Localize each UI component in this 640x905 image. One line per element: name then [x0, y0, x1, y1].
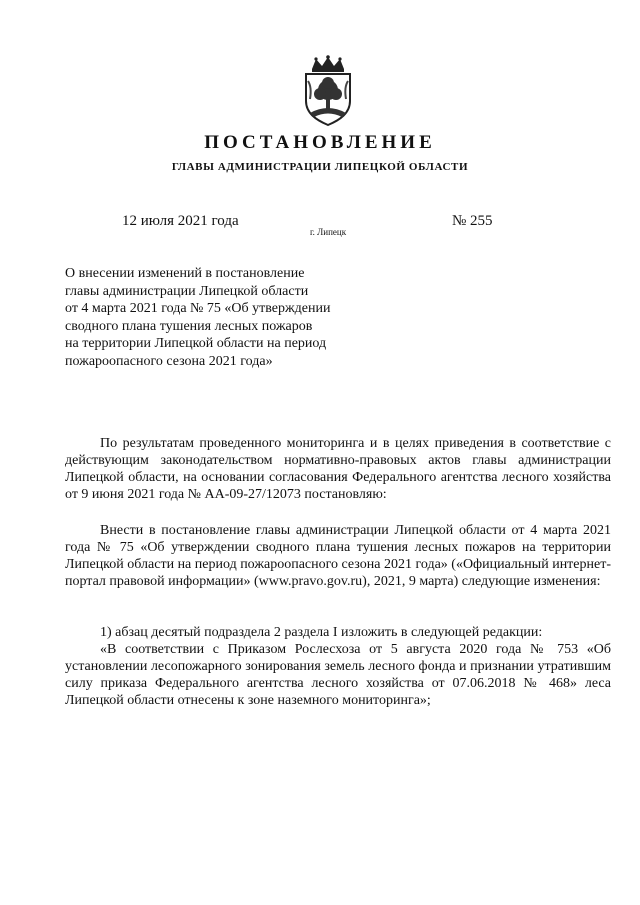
coat-of-arms-emblem	[298, 55, 358, 127]
subject-line: главы администрации Липецкой области	[65, 283, 309, 299]
preamble-paragraph	[65, 435, 611, 503]
preamble-text: По результатам проведенного мониторинга и в целях приведения в соответствие с действующим законодательством нормативно-правовых актов главы администрации Липецкой области, на основании согласования Федерального агентства лесного хозяйства от 9 июня 2021 года № АА-09-27/12073 постановляю:	[65, 436, 611, 502]
subject-line: сводного плана тушения лесных пожаров	[65, 318, 313, 334]
subject-line: пожароопасного сезона 2021 года»	[65, 353, 273, 369]
document-subject	[65, 265, 385, 370]
issuing-authority: ГЛАВЫ АДМИНИСТРАЦИИ ЛИПЕЦКОЙ ОБЛАСТИ	[171, 161, 469, 173]
subject-line: на территории Липецкой области на период	[65, 336, 327, 351]
document-city: г. Липецк	[310, 227, 347, 237]
amendment-paragraph	[65, 522, 611, 590]
amendment-intro-text: Внести в постановление главы администрации Липецкой области от 4 марта 2021 года № 75 «Об утверждении сводного плана тушения лесных пожаров на территории Липецкой области на период пожароопасного сезона 2021 года» («Официальный интернет-портал правовой информации» (www.pravo.gov.ru), 2021, 9 марта) следующие изменения:	[65, 523, 611, 589]
subject-line: О внесении изменений в постановление	[65, 266, 305, 281]
amendment-items	[65, 624, 611, 709]
item-1-quote-text: «В соответствии с Приказом Рослесхоза от 5 августа 2020 года № 753 «Об установлении лесопожарного зонирования земель лесного фонда и признании утратившим силу приказа Федерального агентства лесного хозяйства от 07.06.2018 № 468» леса Липецкой области отнесены к зоне наземного мониторинга»;	[65, 642, 611, 708]
document-date: 12 июля 2021 года	[122, 213, 239, 229]
subject-line: от 4 марта 2021 года № 75 «Об утверждении	[65, 301, 331, 316]
document-number: № 255	[452, 213, 493, 229]
item-1-text: 1) абзац десятый подраздела 2 раздела I изложить в следующей редакции:	[100, 625, 543, 640]
document-title: ПОСТАНОВЛЕНИЕ	[204, 132, 436, 153]
